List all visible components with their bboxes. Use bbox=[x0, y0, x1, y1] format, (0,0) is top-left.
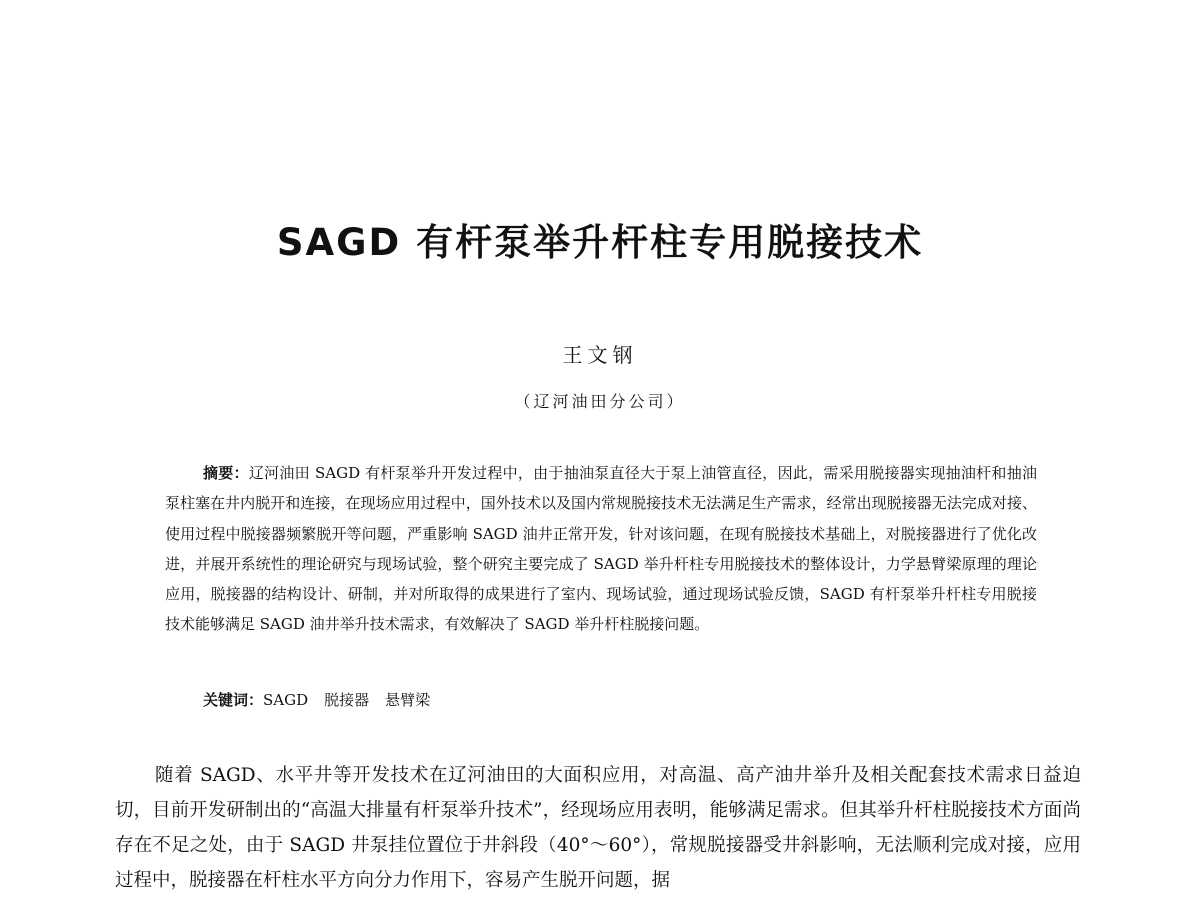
paper-title: SAGD 有杆泵举升杆柱专用脱接技术 bbox=[276, 221, 924, 264]
abstract-text: 辽河油田 SAGD 有杆泵举升开发过程中，由于抽油泵直径大于泵上油管直径，因此，需采用脱接器实现抽油杆和抽油泵柱塞在井内脱开和连接，在现场应用过程中，国外技术以及国内常规脱接技术无法满足生产需求，经常出现脱接器无法完成对接、使用过程中脱接器频繁脱开等问题，严重影响 SAGD 油井正常开发，针对该问题，在现有脱接技术基础上，对脱接器进行了优化改进，并展开系统性的理论研究与现场试验，整个研究主要完成了 SAGD 举升杆柱专用脱接技术的整体设计，力学悬臂梁原理的理论应用，脱接器的结构设计、研制，并对所取得的成果进行了室内、现场试验，通过现场试验反馈，SAGD 有杆泵举升杆柱专用脱接技术能够满足 SAGD 油井举升技术需求，有效解决了 SAGD 举升杆柱脱接问题。 bbox=[165, 464, 1037, 634]
keywords-label: 关键词： bbox=[203, 691, 264, 709]
author-name: 王文钢 bbox=[562, 343, 638, 367]
keyword-item: SAGD bbox=[263, 691, 309, 709]
keyword-item: 脱接器 bbox=[324, 691, 370, 709]
abstract bbox=[165, 458, 1037, 640]
body-paragraph: 随着 SAGD、水平井等开发技术在辽河油田的大面积应用，对高温、高产油井举升及相关配套技术需求日益迫切，目前开发研制出的“高温大排量有杆泵举升技术”，经现场应用表明，能够满足需求。但其举升杆柱脱接技术方面尚存在不足之处，由于 SAGD 井泵挂位置位于井斜段（40°～60°），常规脱接器受井斜影响，无法顺利完成对接，应用过程中，脱接器在杆柱水平方向分力作用下，容易产生脱开问题，据 bbox=[115, 765, 1081, 891]
author-affiliation: （辽河油田分公司） bbox=[514, 392, 686, 411]
keyword-item: 悬臂梁 bbox=[385, 691, 431, 709]
abstract-label: 摘要： bbox=[203, 464, 249, 482]
keywords bbox=[203, 687, 446, 713]
